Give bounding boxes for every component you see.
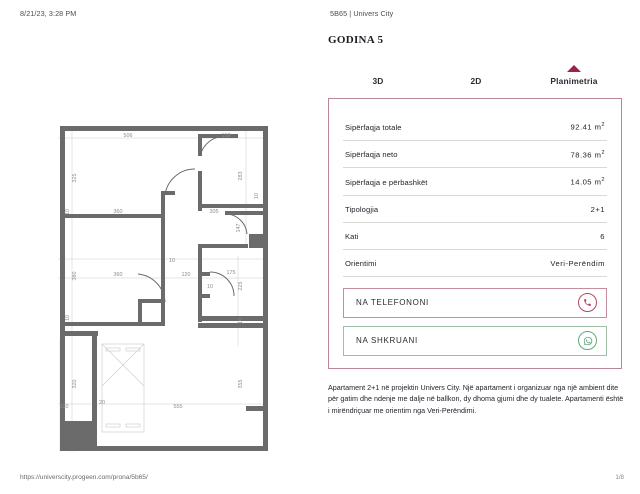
listing-description: Apartament 2+1 në projektin Univers City. Një apartament i organizuar nga një ambient dite për gatim dhe ndenje me dalje në ballkon, dy dhoma gjumi dhe dy tualete. Apartamenti është i mirëndriçuar me orientim nga Veri-Perëndimi. (328, 382, 624, 415)
spec-number: 2+1 (590, 204, 605, 214)
dim-living-width: 360 (113, 209, 123, 215)
dim-corridor-right: 305 (209, 209, 219, 215)
specs-table (343, 113, 607, 277)
furniture-hint (102, 344, 144, 432)
dim-wall-edge: 10 (254, 193, 260, 199)
dim-partition: 10 (169, 258, 175, 264)
print-doc-ref: 5B65 | Univers City (330, 9, 394, 18)
dim-hall-width: 120 (181, 272, 191, 278)
page-indicator: 1/8 (615, 474, 624, 481)
dim-wall-thin-a: 10 (65, 209, 71, 215)
table-row (343, 195, 607, 222)
tab-2d[interactable] (428, 76, 524, 86)
spec-key: Sipërfaqja e përbashkët (343, 168, 500, 196)
dim-left-upper: 325 (72, 173, 78, 183)
print-timestamp: 8/21/23, 3:28 PM (20, 9, 77, 18)
phone-icon (578, 293, 597, 312)
walls (60, 126, 268, 451)
print-header (0, 9, 640, 21)
dim-bath-width: 175 (226, 270, 236, 276)
print-url: https://universcity.progeen.com/prona/5b65/ (20, 474, 148, 481)
spec-number: 14.05 (570, 177, 593, 187)
dim-right-upper-room: 283 (238, 171, 244, 181)
spec-value (500, 195, 607, 222)
spec-unit: m (594, 150, 602, 160)
spec-key: Kati (343, 222, 500, 249)
dim-top-living: 506 (123, 133, 133, 139)
dim-bath-bottom: 10 (238, 318, 244, 324)
spec-value (500, 222, 607, 249)
floorplan (50, 116, 282, 464)
floorplan-svg (50, 116, 282, 464)
spec-value (500, 140, 607, 168)
dim-top-right-room: 159 (221, 133, 231, 139)
dim-right-lower: 355 (238, 379, 244, 389)
dim-bottom-room: 555 (173, 404, 183, 410)
spec-unit: m (594, 122, 602, 132)
tab-3d-label: 3D (372, 76, 384, 86)
dim-balcony-height: 320 (72, 379, 78, 389)
spec-number: 78.36 (570, 150, 593, 160)
table-row (343, 168, 607, 196)
door-arcs (138, 136, 247, 302)
dim-bath-height: 225 (238, 281, 244, 291)
table-row (343, 249, 607, 276)
write-button[interactable] (343, 326, 607, 356)
spec-value (500, 249, 607, 276)
call-button[interactable] (343, 288, 607, 318)
active-tab-marker-icon (567, 65, 581, 72)
spec-key: Sipërfaqja totale (343, 113, 500, 140)
dim-closet-small: 20 (99, 400, 105, 406)
tab-planimetria[interactable] (524, 76, 624, 86)
dim-bedroom-width: 360 (113, 272, 123, 278)
spec-number: 6 (600, 231, 605, 241)
dim-balcony-width: 120 (59, 404, 69, 410)
print-footer (0, 474, 640, 486)
spec-key: Sipërfaqja neto (343, 140, 500, 168)
spec-sup: 2 (601, 122, 605, 128)
page-title: GODINA 5 (328, 34, 384, 46)
listing-panel (328, 34, 624, 417)
view-tabs (328, 64, 624, 86)
tab-2d-label: 2D (470, 76, 482, 86)
spec-unit: m (594, 177, 602, 187)
dim-left-middle: 380 (72, 271, 78, 281)
dim-door-swing: 147 (236, 223, 242, 233)
spec-key: Orientimi (343, 249, 500, 276)
spec-value (500, 168, 607, 196)
dimension-labels (60, 133, 261, 410)
tab-3d[interactable] (328, 76, 428, 86)
table-row (343, 140, 607, 168)
call-button-label: NA TELEFONONI (356, 298, 429, 308)
write-button-label: NA SHKRUANI (356, 336, 418, 346)
dim-bath-thin: 10 (207, 284, 213, 290)
spec-sup: 2 (601, 177, 605, 184)
whatsapp-icon (578, 331, 597, 350)
spec-number: 92.41 (570, 122, 593, 132)
spec-sup: 2 (601, 149, 605, 156)
table-row (343, 113, 607, 140)
spec-value (500, 113, 607, 140)
dim-wall-thin-b: 10 (65, 315, 71, 321)
spec-key: Tipologjia (343, 195, 500, 222)
spec-number: Veri-Perëndim (550, 258, 605, 268)
details-card (328, 98, 622, 369)
tab-planimetria-label: Planimetria (550, 76, 598, 86)
table-row (343, 222, 607, 249)
